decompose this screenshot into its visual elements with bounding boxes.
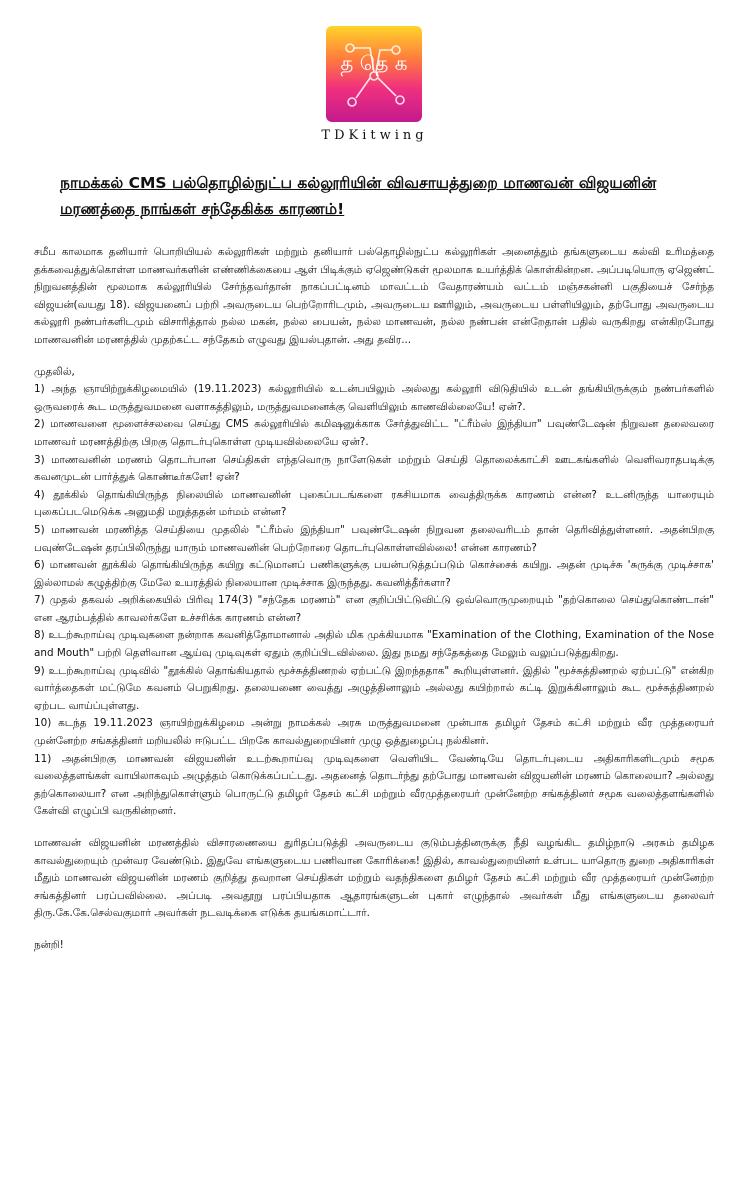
thanks-note: நன்றி!: [34, 938, 64, 951]
opening-paragraph: சமீப காலமாக தனியார் பொறியியல் கல்லூரிகள் மற்றும் தனியார் பல்தொழில்நுட்ப கல்லூரிகள் அனைத்தும் தங்களுடைய கல்வி உரிமத்தை தக்கவைத்துக்கொள்ள மாணவர்களின் எண்ணிக்கையை ஆள் பிடிக்கும் ஏஜெண்டுகள் மூலமாக உயர்த்திக் கொள்கின்றன. அப்படியொரு ஏஜெண்ட் நிறுவனத்தின் மூலமாக கல்லூரியில் சேர்ந்தவர்தான் நாகப்பட்டினம் மாவட்டம் வேதாரண்யம் வட்டம் மஞ்சகன்னி பகுதியைச் சேர்ந்த விஜயன்(வயது 18). விஜயனைப் பற்றி அவருடைய பெற்றோரிடமும், அவருடைய ஊரிலும், அவருடைய பள்ளியிலும், தற்போது அவருடைய கல்லூரி நண்பர்களிடமும் விசாரித்தால் நல்ல மகன், நல்ல பையன், நல்ல மாணவன், நல்ல நண்பன் என்றேதான் பதில் வருகிறது என்கிறபோது மாணவனின் மரணத்தில் முதற்கட்ட சந்தேகம் எழுவது இயல்புதான். அது தவிர...: [34, 246, 714, 346]
point-item: 1) அந்த ஞாயிற்றுக்கிழமையில் (19.11.2023) கல்லூரியில் உடன்பயிலும் அல்லது கல்லூரி விடுதியில் உடன் தங்கியிருக்கும் நண்பர்களில் ஒருவரைக் கூட மருத்துவமனை வளாகத்திலும், மருத்துவமனைக்கு வெளியிலும் காணவில்லையே! ஏன்?.: [34, 383, 714, 413]
point-item: 3) மாணவனின் மரணம் தொடர்பான செய்திகள் எந்தவொரு நாளேடுகள் மற்றும் செய்தி தொலைக்காட்சி ஊடகங்களில் வெளிவராதபடிக்கு கவனமுடன் பார்த்துக் கொண்டீர்களே! ஏன்?: [34, 453, 714, 484]
tdk-logo: [326, 26, 422, 122]
point-item: 5) மாணவன் மரணித்த செய்தியை முதலில் "ட்ரீம்ஸ் இந்தியா" பவுண்டேஷன் நிறுவன தலைவரிடம் தான் தெரிவித்துள்ளனர். அதன்பிறகு பவுண்டேஷன் தரப்பிலிருந்து யாரும் மாணவனின் பெற்றோரை தொடர்புகொள்ளவில்லை! என்ன காரணம்?: [34, 523, 714, 554]
page-title: நாமக்கல் CMS பல்தொழில்நுட்ப கல்லூரியின் விவசாயத்துறை மாணவன் விஜயனின் மரணத்தை நாங்கள் சந்தேகிக்க காரணம்!: [60, 174, 657, 218]
point-item: 7) முதல் தகவல் அறிக்கையில் பிரிவு 174(3) "சந்தேக மரணம்" என குறிப்பிட்டுவிட்டு ஒவ்வொருமுறையும் "தற்கொலை செய்துகொண்டான்" என ஆரம்பத்தில் காவலர்களே உச்சரிக்க காரணம் என்ன?: [34, 594, 714, 624]
point-item: 4) தூக்கில் தொங்கியிருந்த நிலையில் மாணவனின் புகைப்படங்களை ரகசியமாக வைத்திருக்க காரணம் என்ன? உடனிருந்த யாரையும் புகைப்படமெடுக்க அனுமதி மறுத்ததன் மர்மம் என்ன?: [34, 488, 714, 519]
closing-paragraph: மாணவன் விஜயனின் மரணத்தில் விசாரணையை துரிதப்படுத்தி அவருடைய குடும்பத்தினருக்கு நீதி வழங்கிட தமிழ்நாடு அரசும் தமிழக காவல்துறையும் முன்வர வேண்டும். இதுவே எங்களுடைய பணிவான கோரிக்கை! இதில், காவல்துறையினர் உள்பட யாதொரு துறை அதிகாரிகள் மீதும் மாணவன் விஜயனின் மரணம் குறித்து தவறான செய்திகள் மற்றும் வதந்திகளை தமிழர் தேசம் கட்சி மற்றும் வீர முத்தரையர் முன்னேற்ற சங்கத்தினர் பரப்பவில்லை. அப்படி அவதூறு பரப்பியதாக ஆதாரங்களுடன் புகார் எழுந்தால் அவர்கள் மீது எங்களுடைய தலைவர் திரு.கே.கே.செல்வகுமார் அவர்கள் நடவடிக்கை எடுக்க தயங்கமாட்டார்.: [34, 837, 714, 920]
point-item: 11) அதன்பிறகு மாணவன் விஜயனின் உடற்கூறாய்வு முடிவுகளை வெளியிட வேண்டியே தொடர்புடைய அதிகாரிகளிடமும் சமூக வலைத்தளங்கள் வாயிலாகவும் அழுத்தம் கொடுக்கப்பட்டது. அதனைத் தொடர்ந்து தற்போது மாணவன் விஜயனின் மரணம் கொலையா? அல்லது தற்கொலையா? என அறிந்துகொள்ளும் பொருட்டு தமிழர் தேசம் கட்சி மற்றும் வீரமுத்தரையர் முன்னேற்ற சங்கத்தினர் சமூக வலைத்தளங்களில் கேள்வி எழுப்பி வருகின்றனர்.: [34, 752, 714, 818]
points-list: [34, 381, 714, 821]
point-item: 9) உடற்கூறாய்வு முடிவில் "தூக்கில் தொங்கியதால் மூச்சுத்திணறல் ஏற்பட்டு இறந்ததாக" கூறியுள்ளனர். இதில் "மூச்சுத்திணறல் ஏற்பட்டு" என்கிற வார்த்தைகள் மட்டுமே கவனம் பெறுகிறது. தலையணை வைத்து அழுத்தினாலும் அல்லது கயிற்றால் கட்டி இறுக்கினாலும் கூட மூச்சுத்திணறல் ஏற்பட வாய்ப்புள்ளது.: [34, 664, 714, 712]
points-intro: முதலில்,: [34, 365, 75, 378]
point-item: 8) உடற்கூறாய்வு முடிவுகளை நன்றாக கவனித்தோமானால் அதில் மிக முக்கியமாக "Examination of the Clothing, Examination of the Nose and Mouth" பற்றி தெளிவான ஆய்வு முடிவுகள் ஏதும் குறிப்பிடவில்லை. இது நமது சந்தேகத்தை மேலும் வலுப்படுத்துகிறது.: [34, 629, 714, 660]
brand-name: TDKitwing: [321, 128, 428, 143]
tdk-logo-icon: [326, 26, 422, 122]
point-item: 6) மாணவன் தூக்கில் தொங்கியிருந்த கயிறு கட்டுமானப் பணிகளுக்கு பயன்படுத்தப்படும் கொச்சைக் கயிறு. அதன் முடிச்சு 'சுருக்கு முடிச்சாக' இல்லாமல் கழுத்திற்கு மேலே உயரத்தில் நிலையான முடிச்சாக இருந்தது. கவனித்தீர்களா?: [34, 559, 714, 589]
logo-glyphs: த தெ க: [340, 51, 408, 75]
point-item: 10) கடந்த 19.11.2023 ஞாயிற்றுக்கிழமை அன்று நாமக்கல் அரசு மருத்துவமனை முன்பாக தமிழர் தேசம் கட்சி மற்றும் வீர முத்தரையர் முன்னேற்ற சங்கத்தினர் மறியலில் ஈடுபட்ட பிறகே காவல்துறையினர் முழு ஒத்துழைப்பு நல்கினர்.: [34, 717, 714, 748]
document-body: [34, 244, 714, 955]
point-item: 2) மாணவனை மூளைச்சலவை செய்து CMS கல்லூரியில் கமிஷனுக்காக சேர்த்துவிட்ட "ட்ரீம்ஸ் இந்தியா" பவுண்டேஷன் நிறுவன தலைவரை மாணவர் மரணத்திற்கு பிறகு தொடர்புகொள்ள முடியவில்லையே ஏன்?.: [34, 418, 714, 448]
